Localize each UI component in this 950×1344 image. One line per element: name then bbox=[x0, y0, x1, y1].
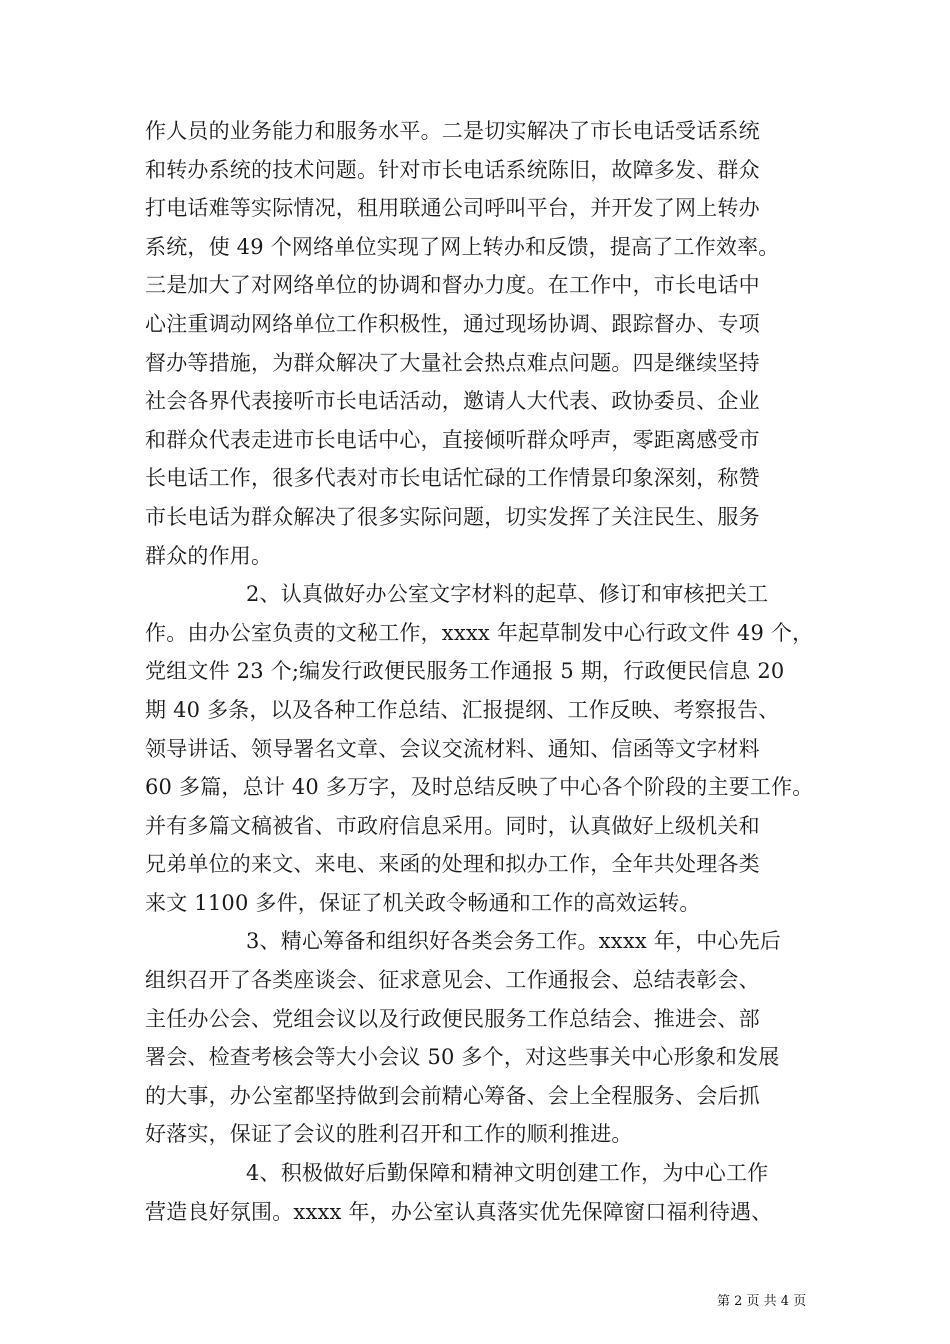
text-line: 兄弟单位的来文、来电、来函的处理和拟办工作，全年共处理各类 bbox=[145, 852, 760, 877]
text-line: 60 多篇，总计 40 多万字，及时总结反映了中心各个阶段的主要工作。 bbox=[145, 775, 814, 800]
text-line: 并有多篇文稿被省、市政府信息采用。同时，认真做好上级机关和 bbox=[145, 813, 760, 838]
text-line: 作人员的业务能力和服务水平。二是切实解决了市长电话受话系统 bbox=[145, 119, 760, 143]
text-line: 的大事，办公室都坚持做到会前精心筹备、会上全程服务、会后抓 bbox=[145, 1083, 760, 1108]
paragraph-start-line: 2、认真做好办公室文字材料的起草、修订和审核把关工 bbox=[246, 582, 769, 607]
text-line: 党组文件 23 个;编发行政便民服务工作通报 5 期，行政便民信息 20 bbox=[145, 659, 785, 684]
document-body bbox=[145, 112, 814, 1231]
paragraph-start-line: 4、积极做好后勤保障和精神文明创建工作，为中心工作 bbox=[246, 1161, 769, 1186]
text-line: 营造良好氛围。xxxx 年，办公室认真落实优先保障窗口福利待遇、 bbox=[145, 1199, 773, 1224]
text-line: 和群众代表走进市长电话中心，直接倾听群众呼声，零距离感受市 bbox=[145, 427, 760, 452]
page-number-footer: 第 2 页 共 4 页 bbox=[717, 1294, 807, 1309]
text-line: 组织召开了各类座谈会、征求意见会、工作通报会、总结表彰会、 bbox=[145, 968, 760, 993]
text-line: 心注重调动网络单位工作积极性，通过现场协调、跟踪督办、专项 bbox=[145, 311, 760, 336]
text-line: 系统，使 49 个网络单位实现了网上转办和反馈，提高了工作效率。 bbox=[145, 234, 780, 259]
text-line: 来文 1100 多件，保证了机关政令畅通和工作的高效运转。 bbox=[145, 890, 701, 915]
text-line: 社会各界代表接听市长电话活动，邀请人大代表、政协委员、企业 bbox=[145, 389, 760, 414]
text-line: 督办等措施，为群众解决了大量社会热点难点问题。四是继续坚持 bbox=[145, 350, 760, 375]
text-line: 作。由办公室负责的文秘工作，xxxx 年起草制发中心行政文件 49 个， bbox=[145, 620, 814, 645]
text-line: 领导讲话、领导署名文章、会议交流材料、通知、信函等文字材料 bbox=[145, 736, 760, 761]
text-line: 打电话难等实际情况，租用联通公司呼叫平台，并开发了网上转办 bbox=[145, 196, 760, 221]
text-line: 市长电话为群众解决了很多实际问题，切实发挥了关注民生、服务 bbox=[145, 504, 760, 529]
text-line: 期 40 多条，以及各种工作总结、汇报提纲、工作反映、考察报告、 bbox=[145, 697, 780, 722]
text-line: 和转办系统的技术问题。针对市长电话系统陈旧，故障多发、群众 bbox=[145, 157, 760, 182]
text-line: 署会、检查考核会等大小会议 50 多个，对这些事关中心形象和发展 bbox=[145, 1045, 780, 1070]
paragraph-start-line: 3、精心筹备和组织好各类会务工作。xxxx 年，中心先后 bbox=[246, 929, 782, 954]
text-line: 主任办公会、党组会议以及行政便民服务工作总结会、推进会、部 bbox=[145, 1006, 760, 1031]
text-line: 好落实，保证了会议的胜利召开和工作的顺利推进。 bbox=[145, 1122, 633, 1147]
text-line: 长电话工作，很多代表对市长电话忙碌的工作情景印象深刻，称赞 bbox=[145, 466, 760, 491]
text-line: 群众的作用。 bbox=[145, 543, 273, 568]
text-line: 三是加大了对网络单位的协调和督办力度。在工作中，市长电话中 bbox=[145, 273, 760, 298]
